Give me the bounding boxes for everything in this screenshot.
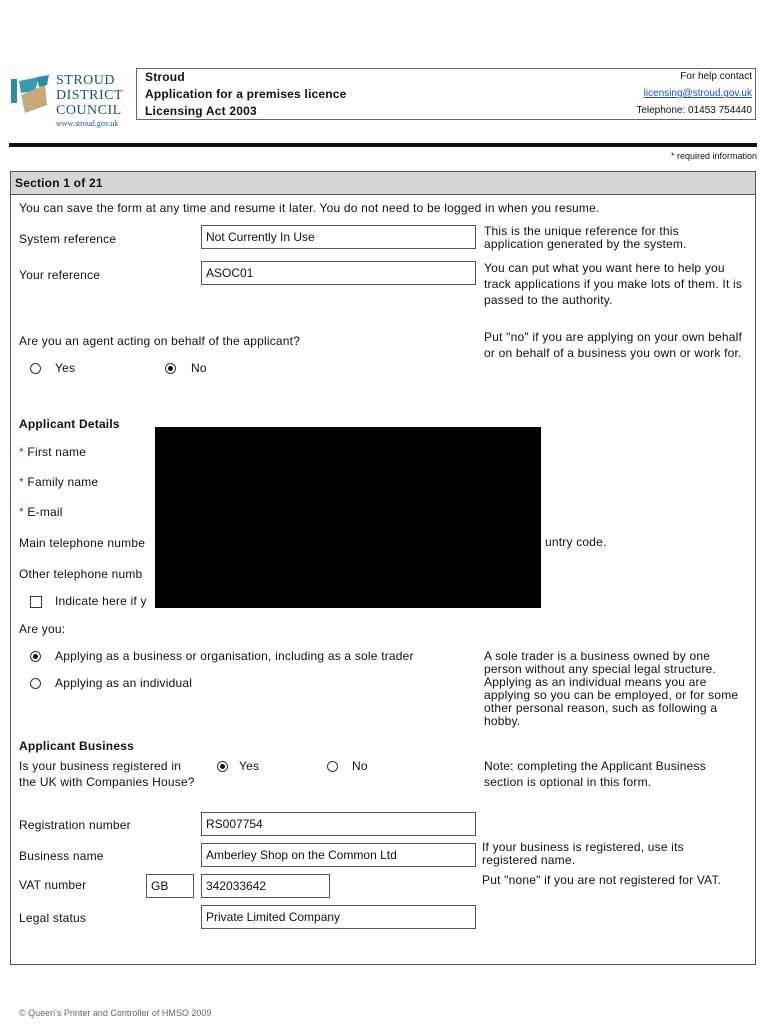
logo-emblem-icon: [9, 75, 51, 117]
first-name-text: First name: [27, 445, 87, 459]
business-option-label: Applying as a business or organisation, including as a sole trader: [55, 649, 414, 663]
registration-number-input[interactable]: RS007754: [201, 812, 476, 836]
agent-question: Are you an agent acting on behalf of the applicant?: [19, 334, 301, 348]
help-label: For help contact: [680, 71, 752, 82]
section-intro: You can save the form at any time and resume it later. You do not need to be logged in when you resume.: [19, 201, 600, 215]
family-name-label: * Family name: [19, 475, 99, 489]
registered-no-label: No: [352, 759, 368, 773]
individual-option-label: Applying as an individual: [55, 676, 193, 690]
agent-no-label: No: [191, 361, 207, 375]
business-name-input[interactable]: Amberley Shop on the Common Ltd: [201, 843, 476, 867]
registered-question: Is your business registered in the UK with Companies House?: [19, 759, 195, 789]
country-code-help: untry code.: [545, 535, 607, 549]
header-divider: [9, 143, 757, 147]
form-authority: Stroud: [145, 70, 185, 84]
footer-copyright: © Queen's Printer and Controller of HMSO 2009: [19, 1008, 212, 1018]
form-title: Application for a premises licence: [145, 87, 347, 101]
system-reference-label: System reference: [19, 232, 117, 246]
business-note: Note: completing the Applicant Business section is optional in this form.: [484, 759, 706, 789]
logo-text-line2: DISTRICT: [56, 88, 123, 103]
agent-no-radio[interactable]: [165, 363, 176, 374]
individual-radio[interactable]: [30, 678, 41, 689]
registered-no-radio[interactable]: [327, 761, 338, 772]
applicant-business-title: Applicant Business: [19, 739, 134, 753]
redaction-block: [155, 427, 541, 608]
vat-number-input[interactable]: 342033642: [201, 874, 330, 898]
email-label: * E-mail: [19, 505, 63, 519]
form-act: Licensing Act 2003: [145, 104, 257, 118]
section-title-bar: [11, 172, 755, 195]
registered-yes-label: Yes: [239, 759, 260, 773]
council-logo: [9, 73, 131, 131]
agent-yes-label: Yes: [55, 361, 76, 375]
are-you-label: Are you:: [19, 622, 66, 636]
agent-help: Put "no" if you are applying on your own behalf or on behalf of a business you own or work for.: [484, 330, 743, 360]
indicate-checkbox[interactable]: [30, 596, 42, 608]
help-email-link[interactable]: licensing@stroud.gov.uk: [643, 88, 752, 99]
vat-prefix-input[interactable]: GB: [146, 874, 194, 898]
indicate-label: Indicate here if y: [55, 594, 147, 608]
agent-yes-radio[interactable]: [30, 363, 41, 374]
legal-status-label: Legal status: [19, 911, 87, 925]
your-reference-help: You can put what you want here to help you track applications if you make lots of them. It is passed to the authority.: [484, 261, 743, 307]
required-note: * required information: [670, 151, 757, 161]
first-name-label: * First name: [19, 445, 87, 459]
registered-yes-radio[interactable]: [217, 761, 228, 772]
section-title: Section 1 of 21: [15, 176, 103, 190]
system-reference-input[interactable]: Not Currently In Use: [201, 225, 476, 249]
logo-url: www.stroud.gov.uk: [56, 119, 119, 128]
logo-text-line3: COUNCIL: [56, 103, 122, 118]
are-you-help: A sole trader is a business owned by one person without any special legal structure. Applying as an individual means you are applying so you can be employed, or for some other personal reason, such as following a hobby.: [484, 649, 739, 728]
your-reference-input[interactable]: ASOC01: [201, 261, 476, 285]
applicant-details-title: Applicant Details: [19, 417, 120, 431]
family-name-text: Family name: [27, 475, 99, 489]
system-reference-help: This is the unique reference for this application generated by the system.: [484, 224, 687, 251]
business-name-label: Business name: [19, 849, 104, 863]
vat-label: VAT number: [19, 878, 87, 892]
logo-text-line1: STROUD: [56, 73, 116, 88]
email-text: E-mail: [27, 505, 63, 519]
other-phone-label: Other telephone numb: [19, 567, 143, 581]
registration-number-label: Registration number: [19, 818, 131, 832]
help-phone: Telephone: 01453 754440: [636, 105, 752, 116]
registered-name-help: If your business is registered, use its registered name.: [482, 840, 684, 867]
your-reference-label: Your reference: [19, 268, 101, 282]
vat-help: Put "none" if you are not registered for VAT.: [482, 873, 722, 887]
business-radio[interactable]: [30, 651, 41, 662]
main-phone-label: Main telephone numbe: [19, 536, 146, 550]
legal-status-input[interactable]: Private Limited Company: [201, 905, 476, 929]
